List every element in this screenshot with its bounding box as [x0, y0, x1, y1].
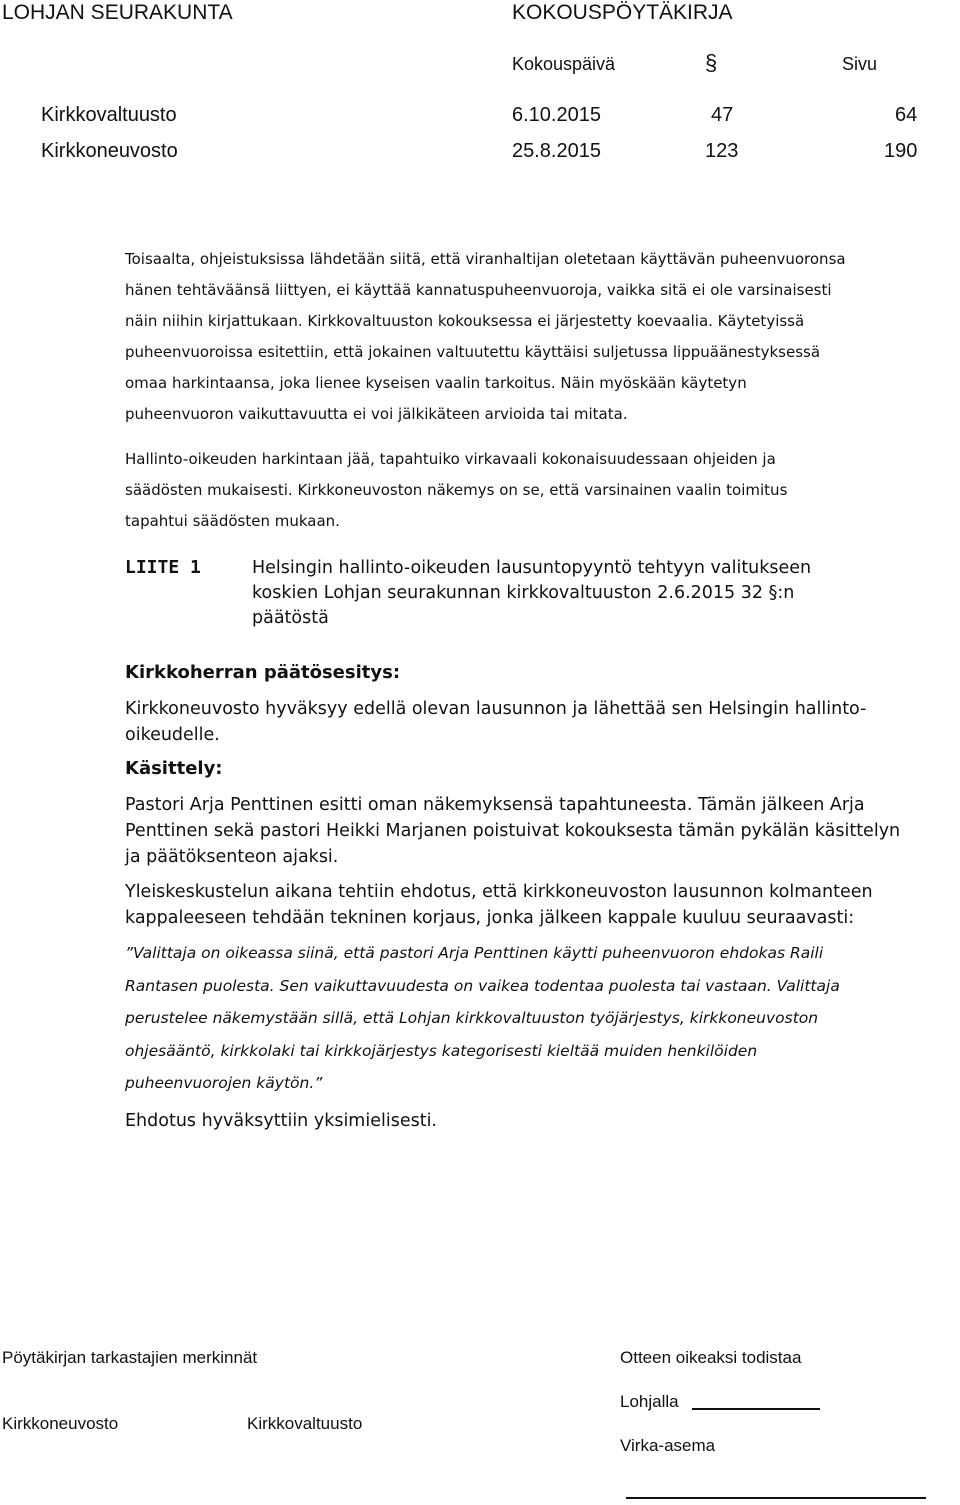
statement-paragraph-1: Toisaalta, ohjeistuksissa lähdetään siitä, että viranhaltijan oletetaan käyttävän puheenvuoronsa hänen tehtäväänsä liittyen, ei käyttää kannatuspuheenvuoroja, vaikka sitä ei ole varsinaisesti näin niihin kirjattukaan. Kirkkovaltuuston kokouksessa ei järjestetty koevaalia. Käytetyissä puheenvuoroissa esitettiin, että jokainen valtuutettu käyttäisi suljetussa lippuäänestyksessä omaa harkintaansa, joka lienee kyseisen vaalin tarkoitus. Näin myöskään käytetyn puheenvuoron vaikuttavuutta ei voi jälkikäteen arvioida tai mitata.: [125, 250, 846, 423]
col-section-label: §: [705, 50, 718, 75]
col-page-label: Sivu: [842, 54, 878, 74]
section-number: 47: [711, 104, 734, 126]
place-label: Lohjalla: [620, 1392, 679, 1411]
inspector-kirkkoneuvosto: Kirkkoneuvosto: [2, 1414, 119, 1433]
handling-heading: Käsittely:: [125, 758, 223, 779]
inspectors-label: Pöytäkirjan tarkastajien merkinnät: [2, 1348, 258, 1367]
organization-name: LOHJAN SEURAKUNTA: [2, 1, 233, 24]
page-number: 64: [895, 104, 918, 126]
statement-paragraph-2: Hallinto-oikeuden harkintaan jää, tapahtuiko virkavaali kokonaisuudessaan ohjeiden ja säädösten mukaisesti. Kirkkoneuvoston näkemys on se, että varsinainen vaalin toimitus tapahtui säädösten mukaan.: [125, 450, 788, 530]
meeting-date: 6.10.2015: [512, 104, 601, 126]
inspector-kirkkovaltuusto: Kirkkovaltuusto: [247, 1414, 363, 1433]
handling-paragraph-2: Yleiskeskustelun aikana tehtiin ehdotus, että kirkkoneuvoston lausunnon kolmanteen kappaleeseen tehdään tekninen korjaus, jonka jälkeen kappale kuuluu seuraavasti:: [125, 882, 873, 928]
meeting-date: 25.8.2015: [512, 140, 601, 162]
col-date-label: Kokouspäivä: [512, 54, 616, 74]
body-name: Kirkkoneuvosto: [41, 140, 178, 162]
place-signature-line: [692, 1408, 820, 1410]
proposal-heading: Kirkkoherran päätösesitys:: [125, 662, 401, 683]
proposal-text: Kirkkoneuvosto hyväksyy edellä olevan lausunnon ja lähettää sen Helsingin hallinto- oikeudelle.: [125, 699, 867, 745]
handling-paragraph-1: Pastori Arja Penttinen esitti oman näkemyksensä tapahtuneesta. Tämän jälkeen Arja Penttinen sekä pastori Heikki Marjanen poistuivat kokouksesta tämän pykälän käsittelyn ja päätöksenteon ajaksi.: [125, 795, 901, 867]
document-type: KOKOUSPÖYTÄKIRJA: [512, 1, 733, 24]
signature-line: [626, 1497, 926, 1499]
page-number: 190: [884, 140, 918, 162]
copy-certification-label: Otteen oikeaksi todistaa: [620, 1348, 802, 1367]
position-label: Virka-asema: [620, 1436, 716, 1455]
body-name: Kirkkovaltuusto: [41, 104, 177, 126]
attachment-label: LIITE 1: [125, 557, 201, 578]
amended-paragraph-quote: ”Valittaja on oikeassa siinä, että pastori Arja Penttinen käytti puheenvuoron ehdokas Raili Rantasen puolesta. Sen vaikuttavuudesta on vaikea todentaa puolesta tai vastaan. Valittaja perustelee näkemystään sillä, että Lohjan kirkkovaltuuston työjärjestys, kirkkoneuvoston ohjesääntö, kirkkolaki tai kirkkojärjestys kategorisesti kieltää muiden henkilöiden puheenvuorojen käytön.”: [125, 944, 840, 1092]
decision-text: Ehdotus hyväksyttiin yksimielisesti.: [125, 1111, 437, 1131]
section-number: 123: [705, 140, 739, 162]
attachment-description: Helsingin hallinto-oikeuden lausuntopyyntö tehtyyn valitukseen koskien Lohjan seurakunnan kirkkovaltuuston 2.6.2015 32 §:n päätöstä: [252, 558, 812, 628]
